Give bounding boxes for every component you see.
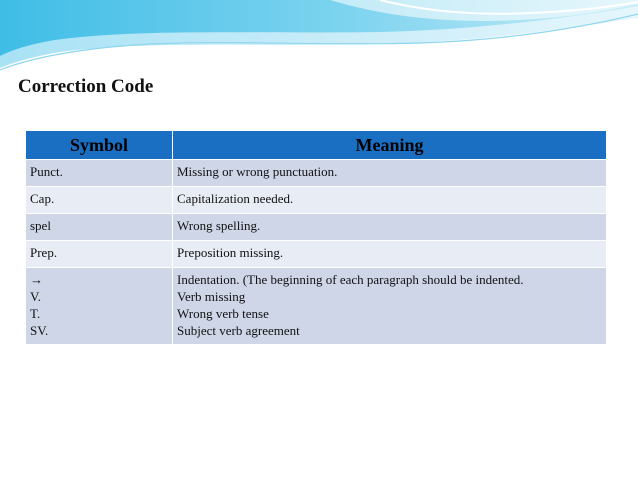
meaning-cell bbox=[173, 268, 607, 345]
correction-code-table bbox=[25, 130, 607, 345]
slide-title: Correction Code bbox=[18, 76, 154, 97]
meaning-cell bbox=[173, 214, 607, 241]
symbol-text: spel bbox=[30, 218, 51, 233]
meaning-text: Indentation. (The beginning of each paragraph should be indented. bbox=[177, 272, 524, 287]
meaning-text: Wrong spelling. bbox=[177, 218, 261, 233]
arrow-symbol-text: → bbox=[30, 272, 43, 287]
meaning-cell bbox=[173, 160, 607, 187]
table-row bbox=[26, 268, 607, 345]
symbol-cell bbox=[26, 214, 173, 241]
column-header-meaning: Meaning bbox=[173, 131, 607, 160]
table-row bbox=[26, 160, 607, 187]
symbol-cell bbox=[26, 241, 173, 268]
symbol-text: Cap. bbox=[30, 191, 55, 206]
meaning-cell bbox=[173, 187, 607, 214]
meaning-text: Subject verb agreement bbox=[177, 323, 300, 338]
symbol-cell bbox=[26, 160, 173, 187]
symbol-text: Punct. bbox=[30, 164, 63, 179]
table-row bbox=[26, 187, 607, 214]
table-row bbox=[26, 214, 607, 241]
symbol-text: T. bbox=[30, 306, 41, 321]
meaning-cell bbox=[173, 241, 607, 268]
meaning-text: Missing or wrong punctuation. bbox=[177, 164, 338, 179]
symbol-text: SV. bbox=[30, 323, 49, 338]
symbol-text: V. bbox=[30, 289, 41, 304]
symbol-cell bbox=[26, 187, 173, 214]
table-header-row bbox=[26, 131, 607, 160]
column-header-symbol: Symbol bbox=[26, 131, 173, 160]
header-wave-decoration bbox=[0, 0, 638, 75]
symbol-text: Prep. bbox=[30, 245, 58, 260]
meaning-text: Verb missing bbox=[177, 289, 246, 304]
meaning-text: Capitalization needed. bbox=[177, 191, 294, 206]
meaning-text: Preposition missing. bbox=[177, 245, 284, 260]
meaning-text: Wrong verb tense bbox=[177, 306, 269, 321]
symbol-cell bbox=[26, 268, 173, 345]
table-row bbox=[26, 241, 607, 268]
